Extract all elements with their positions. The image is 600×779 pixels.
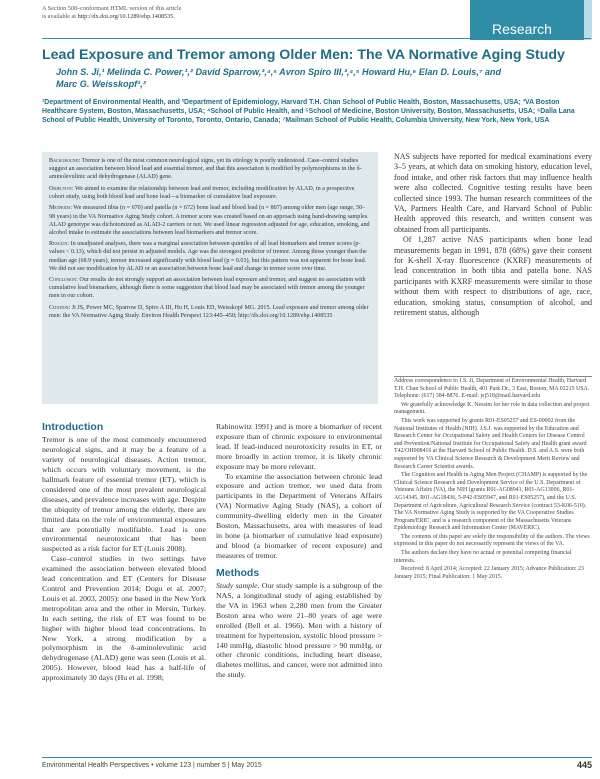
- abstract-citation: [49, 304, 371, 320]
- study-sample-subheading: Study sample.: [216, 581, 260, 591]
- doi-link[interactable]: http://dx.doi.org/10.1289/ehp.1408535: [77, 13, 174, 20]
- author-list: [56, 67, 586, 90]
- article-notes: [394, 378, 592, 582]
- abstract-results-text: In unadjusted analyses, there was a marginal association between quintiles of all lead biomarkers and tremor scores (p-values < 0.13), which did not persist in adjusted models. Age was the strongest predictor of tremor. Among those younger than the median age (68.9 years), tremor increased significantly with blood lead (p = 0.03), but this pattern was not apparent for bone lead. We did not see modification by ALAD or an association between bone lead and change in tremor score over time.: [49, 241, 367, 272]
- correspondence-note: Address correspondence to J.S. Ji, Department of Environmental Health, Harvard T.H. Chan School of Public Health, 401 Park Dr., 3 East, Boston, MA 02215 USA. Telephone: (617) 384-8876. E-mail: jsj518@mail.harvard.edu: [394, 378, 590, 400]
- section-tab-label: Research: [492, 21, 552, 37]
- intro-paragraph-1: Tremor is one of the most commonly encountered neurological signs, and it may be a feature of a variety of neurological diseases. Action tremor, which occurs with voluntary movement, is the hallmark feature of essential tremor (ET), which is considered one of the most prevalent neurological diseases, and prevalence increases with age. Despite the ubiquity of tremor among the elderly, there are limited data on the role of environmental exposures that are potentially modifiable. Lead is one environmental neurotoxicant that has been suspected as a risk factor for ET (Louis 2008).: [42, 435, 206, 554]
- intro-paragraph-2: Case–control studies in two settings have examined the association between elevated blood lead concentration and ET (Centers for Disease Control and Prevention 2014; Dogu et al. 2007; Louis et al. 2003, 2005): one based in the New York metropolitan area and the other in Mersin, Turkey. In each setting, the risk of ET was found to be higher with higher blood lead concentrations. In New York, a strong modification by a polymorphism in the δ-aminolevulinic acid dehydrogenase (ALAD) gene was seen (Louis et al. 2005). However, blood lead has a half-life of approximately 30 days (Hu et al. 1998;: [42, 554, 206, 683]
- article-title: Lead Exposure and Tremor among Older Men: The VA Normative Aging Study: [42, 47, 565, 63]
- dates-note: Received: 8 April 2014; Accepted: 22 January 2015; Advance Publication: 23 January 2015; Final Publication: 1 May 2015.: [394, 566, 584, 580]
- abstract-background: [49, 157, 371, 181]
- footer-rule: [42, 757, 592, 758]
- abstract-results: [49, 240, 371, 272]
- accessibility-note-line1: A Section 508–conformant HTML version of this article: [42, 5, 182, 12]
- accessibility-note: [42, 5, 302, 21]
- funding-note: This work was supported by grants R01-ES05257 and ES-00002 from the National Institutes of Health (NIH). J.S.J. was supported by the Education and Research Center for Occupational Safety and Health Centers for Disease Control and Prevention/National Institute for Occupational Safety and Health grant award T42/OH008416 at the Harvard School of Public Health. D.S. and A.S. were both supported by VA Clinical Science Research & Development Merit Review and Research Career Scientist awards.: [394, 417, 587, 470]
- abstract-methods: [49, 204, 371, 236]
- abstract-citation-text: Ji JS, Power MC, Sparrow D, Spiro A III, Hu H, Louis ED, Weisskopf MG. 2015. Lead exposure and tremor among older men: the VA Normative Aging Study. Environ Health Perspect 123:445–450; http://dx.doi.org/10.1289/ehp.1408535: [49, 305, 369, 320]
- abstract-methods-heading: Methods:: [49, 205, 72, 212]
- col2-paragraph-1: Rabinowitz 1991) and is more a biomarker of recent exposure than of chronic exposure to environmental lead. If lead-induced neurotoxicity results in ET, or more broadly in action tremor, it is likely chronic exposure may be more relevant.: [216, 422, 382, 471]
- right-col-paragraph-2: Of 1,287 active NAS participants when bone lead measurements began in 1991, 878 (68%) gave their consent for K-shell X-ray fluorescence (KXRF) measurements of lead concentration in both tibia and patella bone. NAS participants with KXRF measurements were similar to those without them with respect to distributions of age, race, education, smoking status, consumption of alcohol, and retirement status, although: [394, 235, 592, 318]
- abstract-methods-text: We measured tibia (n = 670) and patella (n = 672) bone lead and blood lead (n = 807) among older men (age range, 50–98 years) in the VA Normative Aging Study cohort. A tremor score was created based on an approach using hand-drawing samples. ALAD genotype was dichotomized as ALAD-2 carriers or not. We used linear regression adjusted for age, education, smoking, and alcohol intake to estimate the associations between lead biomarkers and tremor score.: [49, 205, 370, 236]
- abstract-citation-heading: Citation:: [49, 305, 71, 311]
- right-col-paragraph-1: NAS subjects have reported for medical examinations every 3–5 years, at which data on smoking history, education level, food intake, and other risk factors that may influence health were also collected. Cognitive testing results have been collected since 1993. The human research committees of the VA, Partners Health Care, and Harvard School of Public Health approved this research, and written consent was obtained from all participants.: [394, 152, 592, 234]
- author-line-1: John S. Ji,¹ Melinda C. Power,¹,² David Sparrow,³,⁴,⁵ Avron Spiro III,³,⁴,⁵ Howard Hu,⁶ Elan D. Louis,⁷ and: [56, 67, 502, 77]
- accessibility-note-prefix: is available at: [42, 13, 78, 20]
- abstract-conclusion-heading: Conclusion:: [49, 277, 78, 284]
- section-tab: [470, 0, 592, 40]
- accessibility-note-suffix: .: [173, 13, 175, 20]
- intro-column: [42, 422, 206, 683]
- champ-note: The Cognition and Health in Aging Men Project (CHAMP) is supported by the Clinical Science Research and Development Service of the U.S. Department of Veterans Affairs (VA), the NIH (grants R01-AG08941, R01-AG13006, R01-AG14345, R01-AG18436, 5-P42-ES05947, and R01-ES05257), and the U.S. Department of Agriculture, Agricultural Research Service (contract 53-K06-510). The VA Normative Aging Study is supported by the VA Cooperative Studies Program/ERIC, and is a research component of the Massachusetts Veterans Epidemiology Research and Information Center (MAVERIC).: [394, 472, 588, 532]
- header-rule: [42, 38, 591, 39]
- accessibility-note-line2: [42, 13, 302, 21]
- abstract-background-heading: Background:: [49, 158, 81, 164]
- abstract-objective: [49, 185, 371, 201]
- abstract-conclusion-text: Our results do not strongly support an association between lead exposure and tremor, and suggest no association with cumulative lead biomarkers, although there is some suggestion that blood lead may be associated with tremor among the younger men in our cohort.: [49, 277, 366, 300]
- acknowledgment-note: We gratefully acknowledge K. Nessim for her role in data collection and project management.: [394, 401, 590, 416]
- introduction-heading: Introduction: [42, 421, 104, 433]
- journal-info: Environmental Health Perspectives • volume 123 | number 5 | May 2015: [42, 762, 262, 769]
- abstract-conclusion: [49, 276, 371, 300]
- col2-paragraph-2: To examine the association between chronic lead exposure and action tremor, we used data from participants in the Department of Veterans Affairs (VA) Normative Aging Study (NAS), a cohort of community-dwelling elderly men in the Greater Boston, Massachusetts, area with measures of lead in bone (a biomarker of cumulative lead exposure) and blood (a biomarker of recent exposure) and measures of tremor.: [216, 471, 382, 560]
- section-tab-strip: [584, 0, 592, 40]
- right-column-body: [394, 152, 592, 319]
- page-number: 445: [576, 760, 592, 770]
- middle-column: [216, 422, 382, 680]
- disclaimer-note: The contents of this paper are solely the responsibility of the authors. The views expressed in this paper do not necessarily represent the views of the VA.: [394, 533, 590, 548]
- methods-heading: Methods: [216, 566, 260, 579]
- abstract-objective-heading: Objective:: [49, 185, 74, 192]
- abstract-objective-text: We aimed to examine the relationship between lead and tremor, including modification by ALAD, in a prospective cohort study, using both blood lead and bone lead—a biomarker of cumulative lead exposure.: [49, 185, 355, 200]
- notes-rule: [394, 376, 592, 377]
- author-line-2: Marc G. Weisskopf¹,²: [56, 78, 146, 89]
- study-sample-paragraph: [216, 581, 382, 680]
- abstract-box: [42, 152, 378, 404]
- competing-interests-note: The authors declare they have no actual or potential competing financial interests.: [394, 550, 572, 564]
- study-sample-text: Our study sample is a subgroup of the NAS, a longitudinal study of aging established by the VA in 1963 when 2,280 men from the Greater Boston area who were 21–80 years of age were enrolled (Bell et al. 1966). Men with a history of treatment for hypertension, systolic blood pressure > 140 mmHg, diastolic blood pressure > 90 mmHg, or other chronic conditions, including heart disease, diabetes mellitus, and cancer, were not admitted into the study.: [216, 581, 383, 680]
- abstract-background-text: Tremor is one of the most common neurological signs, yet its etiology is poorly understood. Case–control studies suggest an association between blood lead and essential tremor, and that this association is modified by polymorphisms in the δ-aminolevulinic acid dehydrogenase (ALAD) gene.: [49, 158, 362, 181]
- affiliations: ¹Department of Environmental Health, and ²Department of Epidemiology, Harvard T.H. Chan School of Public Health, Boston, Massachusetts, USA; ³VA Boston Healthcare System, Boston, Massachusetts, USA; ⁴School of Public Health, and ⁵School of Medicine, Boston University, Boston, Massachusetts, USA; ⁶Dalla Lana School of Public Health, University of Toronto, Toronto, Ontario, Canada; ⁷Mailman School of Public Health, Columbia University, New York, New York, USA: [42, 99, 575, 125]
- abstract-results-heading: Results:: [49, 241, 70, 248]
